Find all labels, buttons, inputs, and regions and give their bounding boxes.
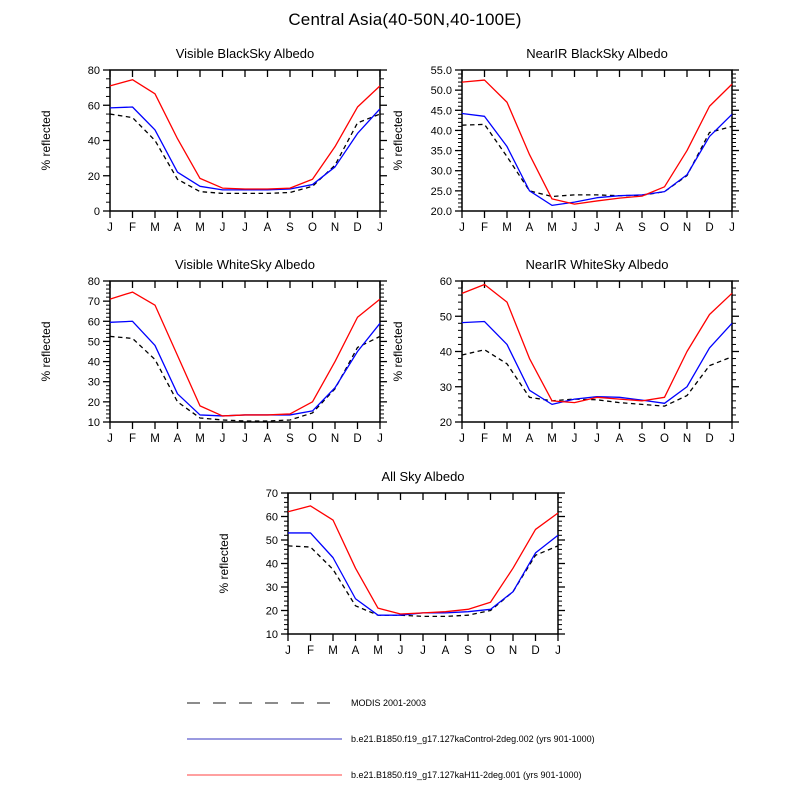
svg-text:60: 60 [439,276,452,288]
y-axis-label: % reflected [39,321,53,382]
chart-all-sky-albedo [208,465,568,670]
svg-text:J: J [420,645,426,657]
series-line [288,506,558,614]
svg-text:J: J [729,433,735,445]
svg-text:J: J [242,222,248,234]
svg-text:M: M [502,433,512,445]
series-line [110,336,380,421]
svg-text:J: J [571,222,578,234]
svg-text:D: D [705,222,714,234]
svg-text:D: D [353,433,362,445]
svg-text:N: N [330,433,340,445]
legend-label: b.e21.B1850.f19_g17.127kaControl-2deg.002 (yrs 901-1000) [351,734,595,744]
svg-text:35.0: 35.0 [430,145,452,158]
subplot-title: Visible WhiteSky Albedo [175,257,315,272]
svg-text:70: 70 [87,296,100,309]
svg-text:30.0: 30.0 [430,165,452,178]
svg-text:F: F [128,433,137,445]
svg-text:A: A [173,222,182,234]
series-line [462,322,732,405]
series-line [288,546,558,617]
y-axis-label: % reflected [391,110,405,171]
svg-text:J: J [219,433,226,445]
series-line [110,321,380,416]
svg-text:30: 30 [439,381,452,394]
svg-text:60: 60 [265,511,278,524]
svg-text:40: 40 [265,558,278,571]
svg-text:A: A [525,433,534,445]
svg-text:25.0: 25.0 [430,185,452,198]
subplot-title: Visible BlackSky Albedo [175,46,315,61]
y-axis-label: % reflected [39,110,53,171]
svg-text:40.0: 40.0 [430,125,452,138]
svg-text:0: 0 [93,206,100,218]
subplot-title: All Sky Albedo [381,469,465,484]
subplot-title: NearIR WhiteSky Albedo [525,257,669,272]
svg-text:A: A [351,645,360,657]
svg-text:M: M [150,433,160,445]
series-line [110,107,380,190]
svg-text:M: M [195,433,205,445]
svg-text:F: F [480,433,489,445]
svg-text:A: A [263,222,272,234]
series-line [462,114,732,206]
svg-text:J: J [555,645,561,657]
svg-text:F: F [128,222,137,234]
svg-text:20.0: 20.0 [430,206,452,218]
svg-text:M: M [373,645,383,657]
svg-text:J: J [219,222,226,234]
svg-text:J: J [107,222,113,234]
svg-text:10: 10 [87,417,100,429]
svg-text:50: 50 [87,336,100,349]
svg-text:30: 30 [265,582,278,594]
svg-text:S: S [286,222,294,234]
svg-text:S: S [638,433,646,445]
svg-text:20: 20 [265,605,278,618]
page-title: Central Asia(40-50N,40-100E) [288,10,522,29]
series-line [288,533,558,615]
legend [180,690,790,790]
svg-text:O: O [660,222,669,234]
svg-text:20: 20 [87,396,100,409]
svg-text:M: M [150,222,160,234]
svg-text:M: M [547,433,557,445]
svg-text:J: J [377,433,383,445]
svg-text:N: N [330,222,340,234]
svg-text:30: 30 [87,376,100,389]
svg-text:J: J [377,222,383,234]
svg-text:M: M [547,222,557,234]
svg-text:S: S [638,222,646,234]
svg-text:A: A [615,222,624,234]
svg-text:S: S [286,433,294,445]
series-line [462,124,732,196]
svg-text:F: F [306,645,315,657]
svg-text:O: O [308,222,317,234]
blue-line-swatch [187,738,342,740]
svg-text:J: J [459,433,465,445]
svg-text:J: J [594,222,600,234]
svg-text:20: 20 [439,417,452,429]
chart-visible-blacksky-albedo [30,42,390,247]
svg-text:A: A [525,222,534,234]
subplot-title: NearIR BlackSky Albedo [526,46,668,61]
svg-text:45.0: 45.0 [430,105,452,118]
legend-item-modis [187,697,426,709]
svg-text:A: A [615,433,624,445]
svg-text:N: N [682,222,692,234]
series-line [110,292,380,416]
svg-text:M: M [502,222,512,234]
dashed-line-swatch [187,702,342,704]
svg-text:F: F [480,222,489,234]
svg-text:20: 20 [87,170,100,183]
svg-text:O: O [486,645,495,657]
svg-text:D: D [705,433,714,445]
red-line-swatch [187,774,342,776]
svg-text:A: A [441,645,450,657]
svg-text:50: 50 [439,311,452,324]
y-axis-label: % reflected [217,533,231,594]
chart-nearir-blacksky-albedo [382,42,742,247]
legend-label: MODIS 2001-2003 [351,698,427,708]
svg-text:O: O [308,433,317,445]
svg-text:M: M [328,645,338,657]
series-line [462,285,732,403]
svg-text:80: 80 [87,65,100,77]
y-axis-label: % reflected [391,321,405,382]
svg-text:D: D [353,222,362,234]
svg-text:J: J [285,645,291,657]
svg-text:J: J [459,222,465,234]
legend-label: b.e21.B1850.f19_g17.127kaH11-2deg.001 (yrs 901-1000) [351,770,582,780]
svg-text:J: J [594,433,600,445]
svg-text:S: S [464,645,472,657]
svg-text:80: 80 [87,276,100,288]
legend-item-control-run [187,733,595,745]
chart-nearir-whitesky-albedo [382,253,742,458]
svg-text:A: A [263,433,272,445]
legend-item-h11-run [187,769,582,781]
svg-text:60: 60 [87,100,100,113]
svg-text:M: M [195,222,205,234]
chart-visible-whitesky-albedo [30,253,390,458]
svg-text:J: J [397,645,404,657]
svg-text:55.0: 55.0 [430,65,452,77]
svg-text:O: O [660,433,669,445]
svg-text:40: 40 [87,135,100,148]
svg-text:J: J [242,433,248,445]
svg-text:J: J [107,433,113,445]
series-line [462,80,732,204]
svg-text:50: 50 [265,535,278,547]
svg-text:10: 10 [265,629,278,641]
svg-text:40: 40 [439,346,452,359]
svg-text:40: 40 [87,356,100,369]
svg-text:70: 70 [265,488,278,500]
series-line [110,80,380,189]
svg-text:D: D [531,645,540,657]
svg-text:50.0: 50.0 [430,85,452,98]
svg-text:60: 60 [87,316,100,329]
svg-text:N: N [508,645,518,657]
svg-text:J: J [571,433,578,445]
svg-text:A: A [173,433,182,445]
svg-text:J: J [729,222,735,234]
svg-text:N: N [682,433,692,445]
